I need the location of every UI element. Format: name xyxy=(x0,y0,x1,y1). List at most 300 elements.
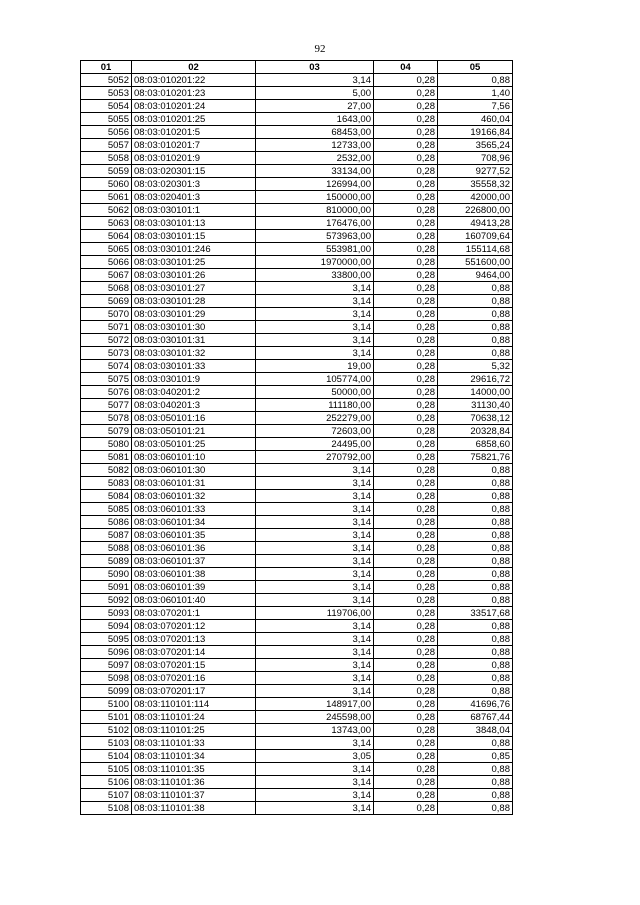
table-cell: 6858,60 xyxy=(438,438,513,451)
table-row xyxy=(81,243,513,256)
table-cell: 5061 xyxy=(81,191,132,204)
table-row xyxy=(81,412,513,425)
table-cell: 5078 xyxy=(81,412,132,425)
table-cell: 460,04 xyxy=(438,113,513,126)
table-cell: 551600,00 xyxy=(438,256,513,269)
table-row xyxy=(81,347,513,360)
table-cell: 08:03:060101:32 xyxy=(132,490,256,503)
table-cell: 0,28 xyxy=(374,685,438,698)
table-row xyxy=(81,607,513,620)
table-cell: 160709,64 xyxy=(438,230,513,243)
table-cell: 08:03:110101:33 xyxy=(132,737,256,750)
table-cell: 0,28 xyxy=(374,711,438,724)
table-row xyxy=(81,204,513,217)
table-cell: 5066 xyxy=(81,256,132,269)
table-row xyxy=(81,165,513,178)
table-cell: 08:03:110101:38 xyxy=(132,802,256,815)
table-cell: 08:03:030101:32 xyxy=(132,347,256,360)
table-cell: 08:03:060101:40 xyxy=(132,594,256,607)
table-cell: 0,88 xyxy=(438,74,513,87)
table-row xyxy=(81,581,513,594)
table-cell: 0,28 xyxy=(374,438,438,451)
table-cell: 0,28 xyxy=(374,152,438,165)
table-cell: 31130,40 xyxy=(438,399,513,412)
table-cell: 42000,00 xyxy=(438,191,513,204)
table-cell: 08:03:050101:25 xyxy=(132,438,256,451)
table-cell: 3,14 xyxy=(256,789,374,802)
table-cell: 3,14 xyxy=(256,334,374,347)
table-cell: 0,88 xyxy=(438,529,513,542)
table-cell: 08:03:050101:21 xyxy=(132,425,256,438)
table-cell: 12733,00 xyxy=(256,139,374,152)
table-row xyxy=(81,633,513,646)
table-row xyxy=(81,477,513,490)
table-cell: 08:03:040201:3 xyxy=(132,399,256,412)
table-cell: 0,88 xyxy=(438,776,513,789)
table-cell: 5087 xyxy=(81,529,132,542)
table-cell: 105774,00 xyxy=(256,373,374,386)
table-cell: 08:03:060101:35 xyxy=(132,529,256,542)
table-cell: 7,56 xyxy=(438,100,513,113)
table-cell: 5091 xyxy=(81,581,132,594)
table-cell: 0,28 xyxy=(374,165,438,178)
table-cell: 08:03:110101:34 xyxy=(132,750,256,763)
table-cell: 0,88 xyxy=(438,347,513,360)
table-cell: 08:03:070201:12 xyxy=(132,620,256,633)
table-cell: 5,00 xyxy=(256,87,374,100)
table-cell: 0,28 xyxy=(374,789,438,802)
table-cell: 0,88 xyxy=(438,685,513,698)
table-row xyxy=(81,503,513,516)
table-cell: 0,28 xyxy=(374,581,438,594)
table-row xyxy=(81,100,513,113)
table-cell: 5072 xyxy=(81,334,132,347)
table-cell: 0,88 xyxy=(438,594,513,607)
table-cell: 3,14 xyxy=(256,763,374,776)
table-row xyxy=(81,464,513,477)
table-cell: 5108 xyxy=(81,802,132,815)
table-row xyxy=(81,659,513,672)
table-cell: 5063 xyxy=(81,217,132,230)
table-cell: 0,28 xyxy=(374,607,438,620)
table-cell: 0,88 xyxy=(438,516,513,529)
table-cell: 5076 xyxy=(81,386,132,399)
table-cell: 08:03:030101:33 xyxy=(132,360,256,373)
table-cell: 08:03:030101:26 xyxy=(132,269,256,282)
table-cell: 5082 xyxy=(81,464,132,477)
table-cell: 3,14 xyxy=(256,321,374,334)
table-cell: 0,28 xyxy=(374,269,438,282)
table-cell: 119706,00 xyxy=(256,607,374,620)
table-cell: 3,14 xyxy=(256,347,374,360)
table-row xyxy=(81,438,513,451)
table-cell: 49413,28 xyxy=(438,217,513,230)
table-cell: 41696,76 xyxy=(438,698,513,711)
table-row xyxy=(81,516,513,529)
table-row xyxy=(81,282,513,295)
table-cell: 5070 xyxy=(81,308,132,321)
table-cell: 0,28 xyxy=(374,399,438,412)
table-cell: 0,88 xyxy=(438,490,513,503)
table-cell: 5100 xyxy=(81,698,132,711)
table-cell: 08:03:020301:3 xyxy=(132,178,256,191)
table-cell: 08:03:060101:39 xyxy=(132,581,256,594)
table-cell: 0,28 xyxy=(374,425,438,438)
table-cell: 08:03:060101:30 xyxy=(132,464,256,477)
table-cell: 0,28 xyxy=(374,750,438,763)
table-header-row xyxy=(81,61,513,74)
column-header-04: 04 xyxy=(374,61,438,74)
table-cell: 08:03:040201:2 xyxy=(132,386,256,399)
table-row xyxy=(81,74,513,87)
table-cell: 0,28 xyxy=(374,529,438,542)
table-row xyxy=(81,789,513,802)
table-cell: 5097 xyxy=(81,659,132,672)
table-row xyxy=(81,295,513,308)
table-cell: 08:03:030101:1 xyxy=(132,204,256,217)
table-cell: 245598,00 xyxy=(256,711,374,724)
table-cell: 08:03:030101:29 xyxy=(132,308,256,321)
table-cell: 0,28 xyxy=(374,321,438,334)
table-cell: 08:03:060101:38 xyxy=(132,568,256,581)
table-cell: 5090 xyxy=(81,568,132,581)
table-cell: 0,28 xyxy=(374,542,438,555)
table-cell: 19166,84 xyxy=(438,126,513,139)
table-cell: 0,28 xyxy=(374,360,438,373)
table-cell: 5102 xyxy=(81,724,132,737)
table-cell: 176476,00 xyxy=(256,217,374,230)
table-cell: 5077 xyxy=(81,399,132,412)
table-cell: 08:03:030101:30 xyxy=(132,321,256,334)
table-cell: 5084 xyxy=(81,490,132,503)
table-cell: 0,88 xyxy=(438,477,513,490)
table-row xyxy=(81,399,513,412)
table-cell: 08:03:010201:22 xyxy=(132,74,256,87)
table-cell: 08:03:010201:5 xyxy=(132,126,256,139)
table-cell: 5080 xyxy=(81,438,132,451)
table-cell: 5059 xyxy=(81,165,132,178)
table-cell: 5104 xyxy=(81,750,132,763)
table-cell: 5092 xyxy=(81,594,132,607)
table-row xyxy=(81,308,513,321)
table-cell: 08:03:030101:246 xyxy=(132,243,256,256)
table-cell: 0,88 xyxy=(438,646,513,659)
table-cell: 573963,00 xyxy=(256,230,374,243)
table-row xyxy=(81,620,513,633)
table-cell: 08:03:030101:27 xyxy=(132,282,256,295)
table-cell: 08:03:010201:7 xyxy=(132,139,256,152)
table-cell: 0,28 xyxy=(374,256,438,269)
table-cell: 0,28 xyxy=(374,178,438,191)
column-header-02: 02 xyxy=(132,61,256,74)
table-cell: 5074 xyxy=(81,360,132,373)
table-row xyxy=(81,386,513,399)
table-cell: 3,14 xyxy=(256,490,374,503)
table-cell: 3,14 xyxy=(256,555,374,568)
table-row xyxy=(81,425,513,438)
table-cell: 08:03:110101:37 xyxy=(132,789,256,802)
table-cell: 0,28 xyxy=(374,555,438,568)
table-row xyxy=(81,191,513,204)
table-cell: 5081 xyxy=(81,451,132,464)
table-cell: 0,28 xyxy=(374,347,438,360)
table-cell: 3,14 xyxy=(256,633,374,646)
table-cell: 08:03:070201:15 xyxy=(132,659,256,672)
table-cell: 08:03:110101:24 xyxy=(132,711,256,724)
table-cell: 13743,00 xyxy=(256,724,374,737)
table-cell: 708,96 xyxy=(438,152,513,165)
table-cell: 08:03:010201:24 xyxy=(132,100,256,113)
table-cell: 5098 xyxy=(81,672,132,685)
table-row xyxy=(81,555,513,568)
table-cell: 72603,00 xyxy=(256,425,374,438)
table-cell: 0,28 xyxy=(374,490,438,503)
table-cell: 5075 xyxy=(81,373,132,386)
table-cell: 0,88 xyxy=(438,737,513,750)
table-cell: 5103 xyxy=(81,737,132,750)
table-cell: 3,14 xyxy=(256,568,374,581)
table-cell: 75821,76 xyxy=(438,451,513,464)
table-row xyxy=(81,126,513,139)
table-cell: 3,14 xyxy=(256,295,374,308)
table-cell: 810000,00 xyxy=(256,204,374,217)
table-cell: 111180,00 xyxy=(256,399,374,412)
table-body xyxy=(81,74,513,815)
table-cell: 08:03:050101:16 xyxy=(132,412,256,425)
table-row xyxy=(81,334,513,347)
table-cell: 08:03:110101:35 xyxy=(132,763,256,776)
table-cell: 0,88 xyxy=(438,802,513,815)
table-cell: 0,88 xyxy=(438,763,513,776)
table-cell: 35558,32 xyxy=(438,178,513,191)
table-row xyxy=(81,139,513,152)
table-cell: 0,28 xyxy=(374,646,438,659)
page-number: 92 xyxy=(314,43,326,55)
table-cell: 0,28 xyxy=(374,204,438,217)
table-cell: 27,00 xyxy=(256,100,374,113)
table-cell: 3,14 xyxy=(256,282,374,295)
table-cell: 3848,04 xyxy=(438,724,513,737)
table-cell: 0,88 xyxy=(438,555,513,568)
table-cell: 08:03:010201:9 xyxy=(132,152,256,165)
table-row xyxy=(81,529,513,542)
table-row xyxy=(81,256,513,269)
table-cell: 08:03:030101:15 xyxy=(132,230,256,243)
table-cell: 0,28 xyxy=(374,412,438,425)
table-cell: 3,14 xyxy=(256,802,374,815)
table-row xyxy=(81,321,513,334)
table-cell: 5057 xyxy=(81,139,132,152)
table-cell: 08:03:030101:25 xyxy=(132,256,256,269)
table-cell: 29616,72 xyxy=(438,373,513,386)
table-cell: 3,14 xyxy=(256,776,374,789)
column-header-05: 05 xyxy=(438,61,513,74)
table-cell: 5095 xyxy=(81,633,132,646)
table-cell: 3565,24 xyxy=(438,139,513,152)
table-cell: 5106 xyxy=(81,776,132,789)
table-cell: 5068 xyxy=(81,282,132,295)
table-cell: 5107 xyxy=(81,789,132,802)
table-cell: 0,28 xyxy=(374,477,438,490)
table-cell: 2532,00 xyxy=(256,152,374,165)
table-cell: 5060 xyxy=(81,178,132,191)
table-cell: 0,28 xyxy=(374,243,438,256)
table-cell: 3,14 xyxy=(256,529,374,542)
table-row xyxy=(81,113,513,126)
table-cell: 1970000,00 xyxy=(256,256,374,269)
table-cell: 0,88 xyxy=(438,542,513,555)
table-row xyxy=(81,737,513,750)
table-row xyxy=(81,269,513,282)
table-cell: 3,14 xyxy=(256,308,374,321)
table-cell: 5101 xyxy=(81,711,132,724)
table-cell: 70638,12 xyxy=(438,412,513,425)
table-cell: 3,14 xyxy=(256,477,374,490)
table-cell: 0,28 xyxy=(374,74,438,87)
table-cell: 0,88 xyxy=(438,503,513,516)
table-cell: 08:03:060101:34 xyxy=(132,516,256,529)
table-cell: 14000,00 xyxy=(438,386,513,399)
table-cell: 126994,00 xyxy=(256,178,374,191)
table-cell: 0,28 xyxy=(374,191,438,204)
table-cell: 5069 xyxy=(81,295,132,308)
table-cell: 5053 xyxy=(81,87,132,100)
table-cell: 0,28 xyxy=(374,503,438,516)
table-cell: 0,88 xyxy=(438,789,513,802)
table-cell: 0,88 xyxy=(438,568,513,581)
table-cell: 5056 xyxy=(81,126,132,139)
table-row xyxy=(81,763,513,776)
table-cell: 0,28 xyxy=(374,139,438,152)
table-cell: 08:03:070201:1 xyxy=(132,607,256,620)
table-row xyxy=(81,646,513,659)
table-row xyxy=(81,542,513,555)
table-cell: 0,28 xyxy=(374,217,438,230)
table-cell: 226800,00 xyxy=(438,204,513,217)
table-row xyxy=(81,230,513,243)
table-cell: 0,28 xyxy=(374,334,438,347)
table-row xyxy=(81,750,513,763)
table-row xyxy=(81,217,513,230)
table-cell: 0,28 xyxy=(374,230,438,243)
table-cell: 0,28 xyxy=(374,295,438,308)
table-cell: 08:03:070201:17 xyxy=(132,685,256,698)
table-cell: 08:03:010201:23 xyxy=(132,87,256,100)
table-cell: 0,88 xyxy=(438,334,513,347)
table-cell: 9277,52 xyxy=(438,165,513,178)
table-cell: 08:03:030101:28 xyxy=(132,295,256,308)
table-cell: 68767,44 xyxy=(438,711,513,724)
table-cell: 5079 xyxy=(81,425,132,438)
table-cell: 0,28 xyxy=(374,633,438,646)
table-cell: 1,40 xyxy=(438,87,513,100)
table-cell: 5094 xyxy=(81,620,132,633)
table-cell: 0,88 xyxy=(438,581,513,594)
table-cell: 0,28 xyxy=(374,87,438,100)
table-cell: 0,28 xyxy=(374,451,438,464)
table-cell: 0,28 xyxy=(374,126,438,139)
table-cell: 0,28 xyxy=(374,113,438,126)
table-cell: 155114,68 xyxy=(438,243,513,256)
table-row xyxy=(81,490,513,503)
table-cell: 5055 xyxy=(81,113,132,126)
table-cell: 08:03:010201:25 xyxy=(132,113,256,126)
table-cell: 3,14 xyxy=(256,594,374,607)
table-cell: 68453,00 xyxy=(256,126,374,139)
table-cell: 5073 xyxy=(81,347,132,360)
table-cell: 5067 xyxy=(81,269,132,282)
data-table xyxy=(80,60,513,815)
table-cell: 0,88 xyxy=(438,672,513,685)
table-cell: 0,28 xyxy=(374,100,438,113)
table-cell: 08:03:060101:37 xyxy=(132,555,256,568)
table-cell: 0,88 xyxy=(438,633,513,646)
table-cell: 5062 xyxy=(81,204,132,217)
table-cell: 0,28 xyxy=(374,724,438,737)
table-cell: 0,28 xyxy=(374,464,438,477)
table-cell: 9464,00 xyxy=(438,269,513,282)
table-cell: 08:03:060101:10 xyxy=(132,451,256,464)
table-cell: 0,28 xyxy=(374,737,438,750)
table-cell: 0,28 xyxy=(374,282,438,295)
table-cell: 3,14 xyxy=(256,464,374,477)
table-cell: 0,28 xyxy=(374,802,438,815)
column-header-03: 03 xyxy=(256,61,374,74)
table-cell: 5065 xyxy=(81,243,132,256)
table-cell: 553981,00 xyxy=(256,243,374,256)
table-cell: 0,28 xyxy=(374,386,438,399)
table-cell: 5093 xyxy=(81,607,132,620)
table-cell: 5099 xyxy=(81,685,132,698)
table-row xyxy=(81,685,513,698)
table-cell: 3,14 xyxy=(256,659,374,672)
table-cell: 08:03:110101:36 xyxy=(132,776,256,789)
table-cell: 270792,00 xyxy=(256,451,374,464)
table-row xyxy=(81,594,513,607)
table-cell: 0,88 xyxy=(438,308,513,321)
table-cell: 0,88 xyxy=(438,282,513,295)
table-cell: 0,28 xyxy=(374,620,438,633)
table-cell: 3,14 xyxy=(256,74,374,87)
table-cell: 08:03:030101:13 xyxy=(132,217,256,230)
table-cell: 5064 xyxy=(81,230,132,243)
table-cell: 3,14 xyxy=(256,646,374,659)
table-cell: 5054 xyxy=(81,100,132,113)
table-cell: 0,85 xyxy=(438,750,513,763)
table-cell: 0,28 xyxy=(374,594,438,607)
table-cell: 0,28 xyxy=(374,776,438,789)
table-row xyxy=(81,87,513,100)
table-cell: 0,88 xyxy=(438,659,513,672)
table-cell: 08:03:070201:13 xyxy=(132,633,256,646)
table-cell: 3,14 xyxy=(256,672,374,685)
table-cell: 5105 xyxy=(81,763,132,776)
table-cell: 3,14 xyxy=(256,542,374,555)
table-cell: 33800,00 xyxy=(256,269,374,282)
table-cell: 0,28 xyxy=(374,308,438,321)
table-cell: 50000,00 xyxy=(256,386,374,399)
table-cell: 24495,00 xyxy=(256,438,374,451)
table-cell: 3,14 xyxy=(256,516,374,529)
table-row xyxy=(81,724,513,737)
table-row xyxy=(81,568,513,581)
table-row xyxy=(81,152,513,165)
table-cell: 5088 xyxy=(81,542,132,555)
table-cell: 0,28 xyxy=(374,659,438,672)
table-cell: 20328,84 xyxy=(438,425,513,438)
table-cell: 08:03:030101:9 xyxy=(132,373,256,386)
table-cell: 5085 xyxy=(81,503,132,516)
